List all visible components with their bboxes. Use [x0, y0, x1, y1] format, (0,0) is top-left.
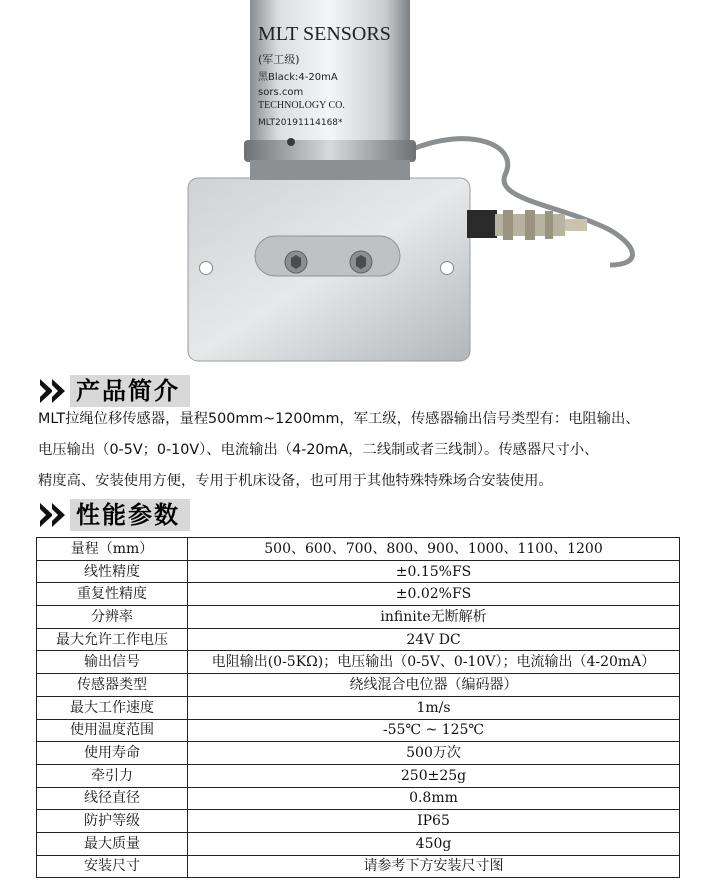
spec-value: 24V DC	[188, 628, 680, 651]
spec-value: 500、600、700、800、900、1000、1100、1200	[188, 538, 680, 561]
table-row	[37, 538, 680, 561]
spec-label: 线性精度	[37, 560, 188, 583]
spec-label: 量程（mm）	[37, 538, 188, 561]
label-company: TECHNOLOGY CO.	[258, 100, 345, 111]
label-serial: MLT20191114168*	[258, 118, 343, 128]
spec-label: 最大允许工作电压	[37, 628, 188, 651]
intro-line: 精度高、安装使用方便，专用于机床设备，也可用于其他特殊特殊场合安装使用。	[38, 473, 553, 489]
section-header-spec	[40, 499, 190, 531]
spec-label: 重复性精度	[37, 583, 188, 606]
spec-label: 输出信号	[37, 651, 188, 674]
table-row	[37, 628, 680, 651]
spec-label: 安装尺寸	[37, 855, 188, 878]
intro-line: MLT拉绳位移传感器，量程500mm~1200mm，军工级，传感器输出信号类型有：电阻输出、	[38, 411, 640, 427]
table-row	[37, 764, 680, 787]
spec-label: 防护等级	[37, 810, 188, 833]
table-row	[37, 787, 680, 810]
spec-title: 性能参数	[70, 499, 190, 531]
table-row	[37, 606, 680, 629]
spec-value: 请参考下方安装尺寸图	[188, 855, 680, 878]
spec-value: 0.8mm	[188, 787, 680, 810]
spec-value: 450g	[188, 832, 680, 855]
table-row	[37, 651, 680, 674]
label-brand: MLT SENSORS	[258, 23, 391, 45]
table-row	[37, 674, 680, 697]
spec-table	[36, 537, 680, 878]
spec-label: 使用温度范围	[37, 719, 188, 742]
spec-label: 线径直径	[37, 787, 188, 810]
double-chevron-icon	[40, 499, 70, 531]
spec-label: 最大质量	[37, 832, 188, 855]
spec-value: ±0.15%FS	[188, 560, 680, 583]
double-chevron-icon	[40, 375, 70, 407]
table-row	[37, 742, 680, 765]
label-grade: (军工级)	[258, 53, 300, 66]
intro-title: 产品简介	[70, 375, 190, 407]
table-row	[37, 855, 680, 878]
spec-label: 分辨率	[37, 606, 188, 629]
intro-line: 电压输出（0-5V；0-10V）、电流输出（4-20mA，二线制或者三线制）。传感器尺寸小、	[38, 442, 599, 458]
spec-value: -55℃ ~ 125℃	[188, 719, 680, 742]
spec-value: ±0.02%FS	[188, 583, 680, 606]
table-row	[37, 719, 680, 742]
table-row	[37, 696, 680, 719]
spec-value: 1m/s	[188, 696, 680, 719]
label-signal: 黑Black:4-20mA	[258, 72, 338, 83]
spec-value: 电阻输出(0-5KΩ)；电压输出（0-5V、0-10V）；电流输出（4-20mA）	[188, 651, 680, 674]
spec-value: 绕线混合电位器（编码器）	[188, 674, 680, 697]
spec-value: 500万次	[188, 742, 680, 765]
table-row	[37, 560, 680, 583]
section-header-intro	[40, 375, 190, 407]
spec-label: 最大工作速度	[37, 696, 188, 719]
spec-value: IP65	[188, 810, 680, 833]
table-row	[37, 583, 680, 606]
spec-label: 牵引力	[37, 764, 188, 787]
intro-paragraph	[38, 404, 698, 497]
spec-value: infinite无断解析	[188, 606, 680, 629]
spec-value: 250±25g	[188, 764, 680, 787]
label-site: sors.com	[258, 87, 304, 98]
spec-label: 使用寿命	[37, 742, 188, 765]
table-row	[37, 832, 680, 855]
table-row	[37, 810, 680, 833]
product-photo	[0, 0, 720, 372]
spec-label: 传感器类型	[37, 674, 188, 697]
